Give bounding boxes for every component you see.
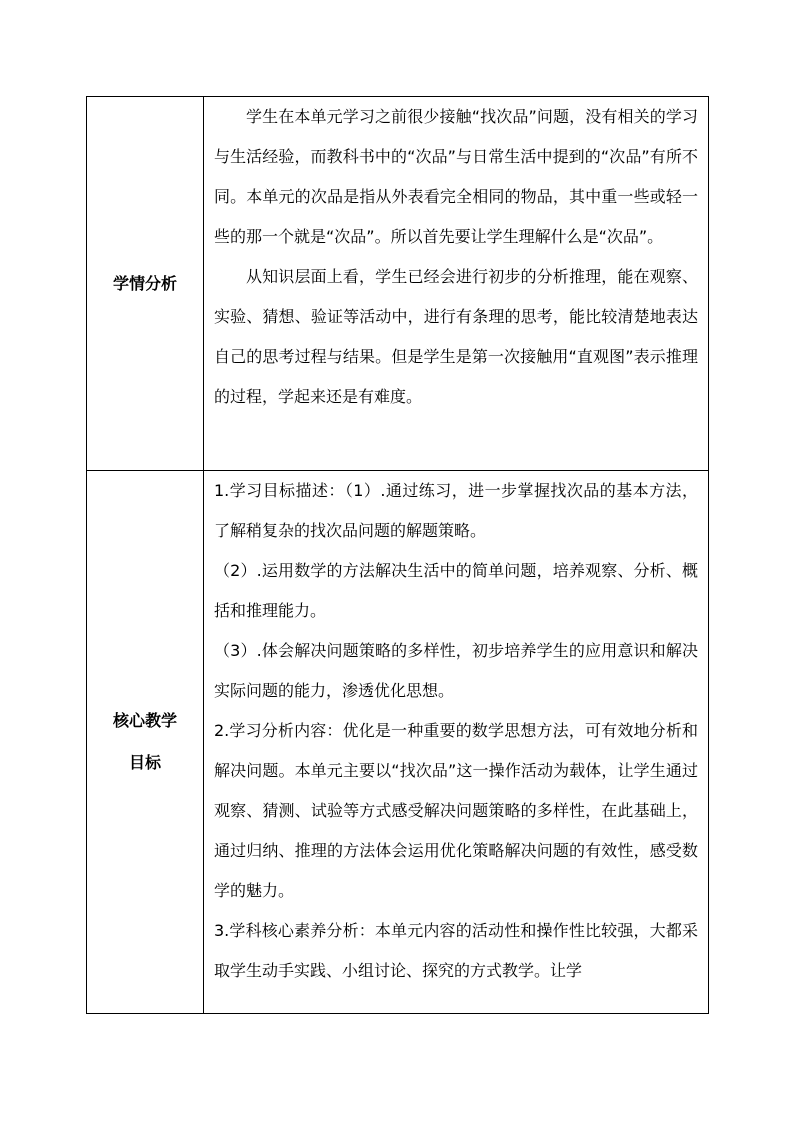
row-content-student-analysis	[204, 97, 709, 471]
paragraph: 学生在本单元学习之前很少接触“找次品”问题，没有相关的学习与生活经验，而教科书中的“次品”与日常生活中提到的“次品”有所不同。本单元的次品是指从外表看完全相同的物品，其中重一些或轻一些的那一个就是“次品”。所以首先要让学生理解什么是“次品”。	[214, 107, 698, 246]
row-label-student-analysis	[87, 97, 204, 471]
row-label-text-line2: 目标	[128, 753, 161, 772]
row-label-core-objectives	[87, 471, 204, 1014]
row-label-text: 学情分析	[112, 273, 177, 293]
row-content-core-objectives	[204, 471, 709, 1014]
paragraph: 3.学科核心素养分析：本单元内容的活动性和操作性比较强，大都采取学生动手实践、小组讨论、探究的方式教学。让学	[214, 921, 698, 980]
lesson-plan-table	[86, 96, 709, 1014]
paragraph: （2）.运用数学的方法解决生活中的简单问题，培养观察、分析、概括和推理能力。	[214, 561, 698, 620]
paragraph: （3）.体会解决问题策略的多样性，初步培养学生的应用意识和解决实际问题的能力，渗透优化思想。	[214, 641, 698, 700]
paragraph: 从知识层面上看，学生已经会进行初步的分析推理，能在观察、实验、猜想、验证等活动中，进行有条理的思考，能比较清楚地表达自己的思考过程与结果。但是学生是第一次接触用“直观图”表示推理的过程，学起来还是有难度。	[214, 267, 698, 406]
table-row-core-objectives	[87, 471, 709, 1014]
row-label-text-line1: 核心教学	[112, 711, 177, 730]
table-row-student-analysis	[87, 97, 709, 471]
paragraph: 2.学习分析内容：优化是一种重要的数学思想方法，可有效地分析和解决问题。本单元主要以“找次品”这一操作活动为载体，让学生通过观察、猜测、试验等方式感受解决问题策略的多样性，在此基础上，通过归纳、推理的方法体会运用优化策略解决问题的有效性，感受数学的魅力。	[214, 721, 698, 900]
paragraph: 1.学习目标描述：（1）.通过练习，进一步掌握找次品的基本方法，了解稍复杂的找次品问题的解题策略。	[214, 481, 698, 540]
